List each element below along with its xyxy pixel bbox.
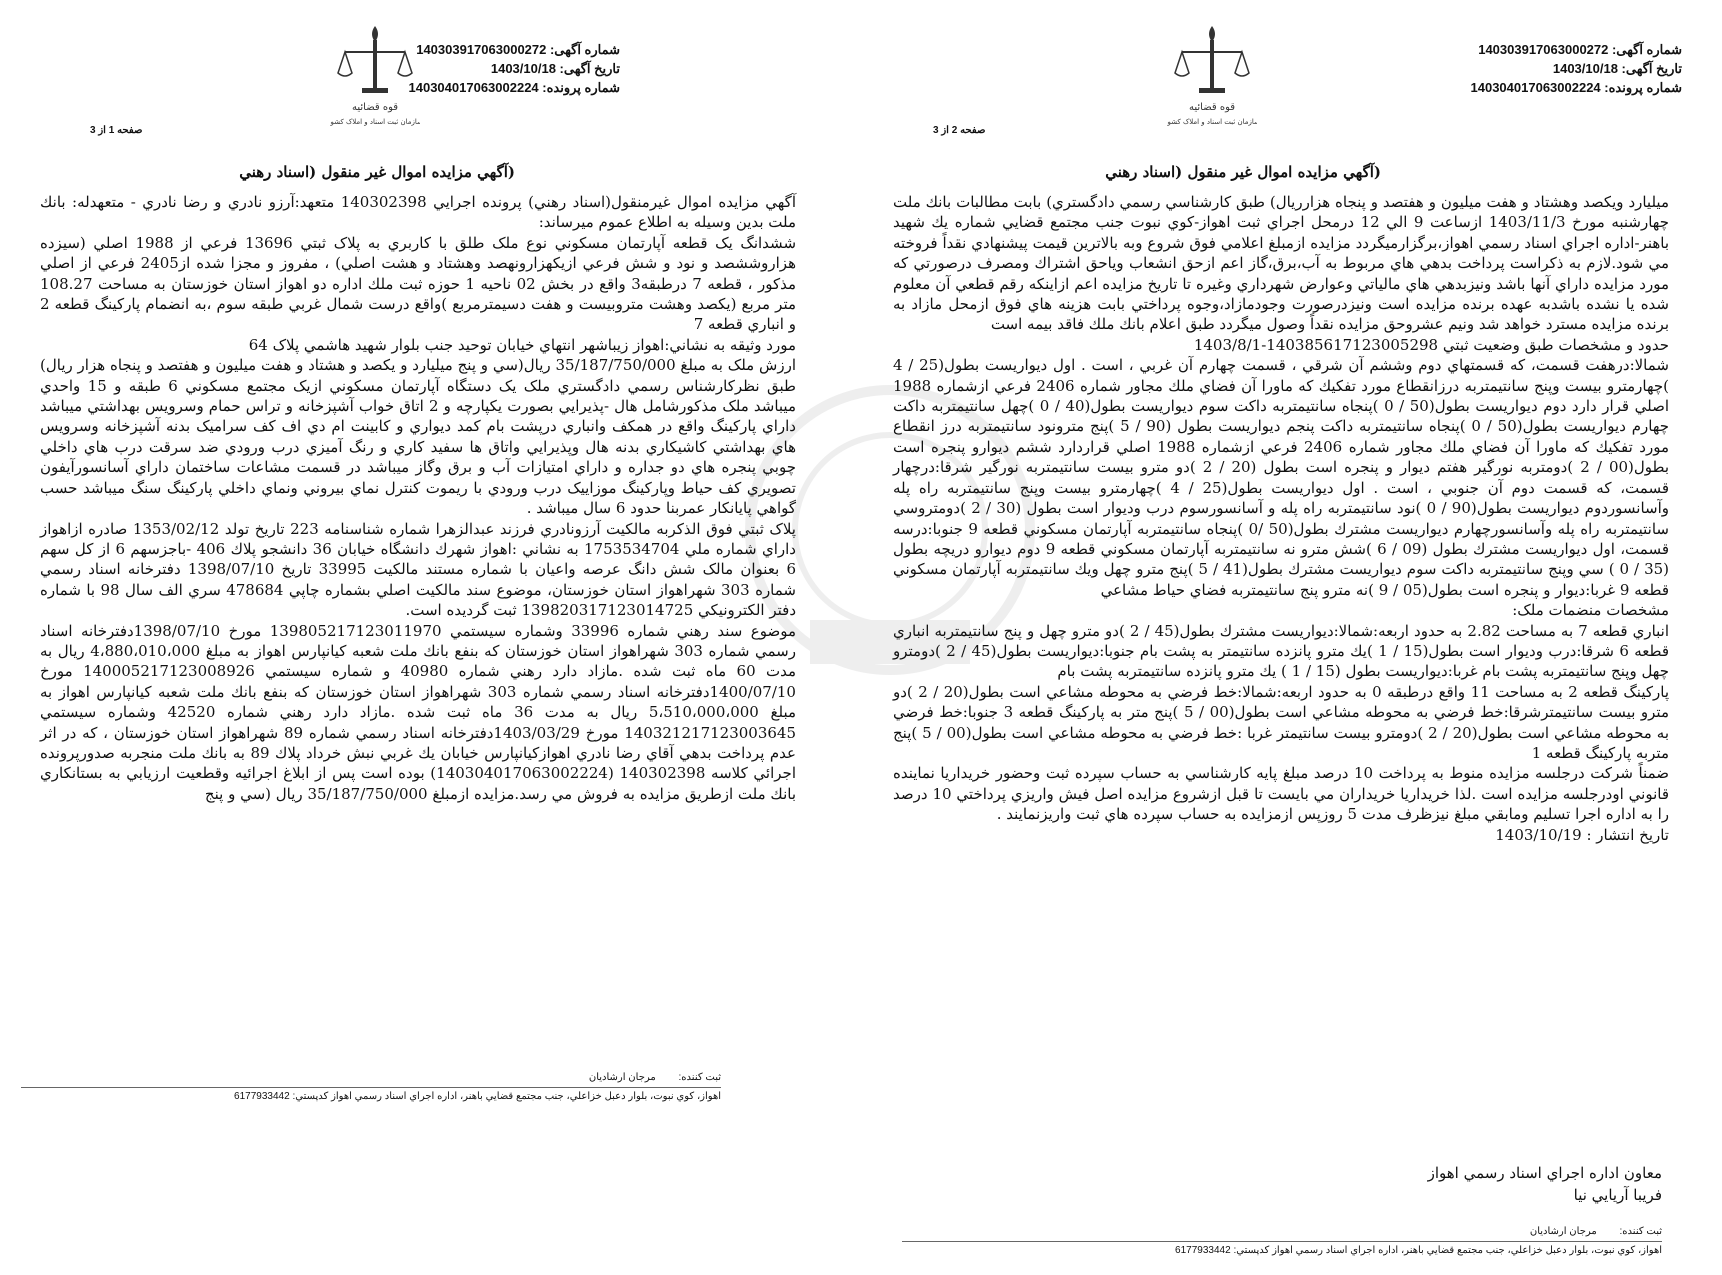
paragraph: ضمناً شركت درجلسه مزايده منوط به پرداخت 10 درصد مبلغ پايه كارشناسي به حساب سپرده ثبت وحضور خريداريا نماينده قانوني اودرجلسه مزايده است .لذا خريداريا خريداران مي بايست تا قبل ازشروع مزايده اصل فيش واريزي پرداختي 10 درصد را به اداره اجرا تسليم ومابقي مبلغ نيزظرف مدت 5 روزپس ازمزايده به حساب سپرده هاي ثبت واريزنمايند . [893,764,1669,824]
case-number: شماره پرونده: 140304017063002224 [1470,80,1682,95]
page-number: صفحه 2 از 3 [933,125,986,136]
paragraph: حدود و مشخصات طبق وضعيت ثبتي 140385617123005298-1403/8/1 [1193,335,1669,354]
page-number: صفحه 1 از 3 [90,125,143,136]
paragraph: مشخصات منضمات ملک: [1512,601,1669,620]
emblem-text: قوه قضائیه [1188,102,1236,113]
signature-block [1428,1162,1662,1206]
notice-title: (آگهي مزايده اموال غير منقول (اسناد رهني [1105,163,1381,181]
notice-title: (آگهي مزايده اموال غير منقول (اسناد رهني [239,163,515,181]
notice-header [1471,40,1682,97]
emblem-text: قوه قضائیه [351,102,399,113]
notice-date: تاریخ آگهی: 1403/10/18 [490,61,620,76]
notice-page-2 [861,0,1722,1275]
emblem-subtext: سازمان ثبت اسناد و املاک کشور [330,118,420,126]
registrar-label: ثبت كننده: [678,1072,721,1083]
registrar-name: مرجان ارشاديان [1529,1226,1597,1237]
registrar-label: ثبت كننده: [1619,1226,1662,1237]
notice-header [409,40,620,97]
registrar-name: مرجان ارشاديان [588,1072,656,1083]
page-footer [902,1226,1662,1256]
judiciary-emblem-icon [1167,18,1257,128]
paragraph: پلاک ثبتي فوق الذکربه مالکيت آرزونادري فرزند عبدالزهرا شماره شناسنامه 223 تاريخ تولد 1353/02/12 صادره ازاهواز داراي شماره ملي 1753534704 به نشاني :اهواز شهرك دانشگاه خيابان 36 دانشجو پلاك 406 -باجزسهم 6 از كل سهم 6 بعنوان مالک شش دانگ عرصه واعيان با شماره مستند مالکيت 33995 تاريخ 1398/07/10 دفترخانه اسناد رسمي شماره 303 شهراهواز استان خوزستان، موضوع سند مالکيت اصلي بشماره چاپي 478684 سري الف سال 98 با شماره دفتر الکترونيکي 139820317123014725 ثبت گرديده است. [40,519,797,620]
notice-body [40,192,796,804]
notice-body [893,192,1669,845]
signatory-title: معاون اداره اجراي اسناد رسمي اهواز [1427,1164,1662,1182]
paragraph: مورد وثيقه به نشاني:اهواز زيباشهر انتهاي خيابان توحيد جنب بلوار شهيد هاشمي پلاک 64 [248,335,796,354]
notice-number: شماره آگهی: 140303917063000272 [416,42,620,57]
footer-address: اهواز، كوي نبوت، بلوار دعبل خزاعلي، جنب مجتمع قضايي باهنر، اداره اجراي اسناد رسمي اهواز كدپستي: 6177933442 [21,1087,721,1102]
paragraph: آگهي مزايده اموال غيرمنقول(اسناد رهني) پرونده اجرايي 140302398 متعهد:آرزو نادري و رضا نادري - متعهدله: بانك ملت بدين وسيله به اطلاع عموم ميرساند: [40,193,796,232]
paragraph: پاركينگ قطعه 2 به مساحت 11 واقع درطبقه 0 به حدود اربعه:شمالا:خط فرضي به محوطه مشاعي است بطول(20 / 2 )دو مترو بيست سانتيمترشرقا:خط فرضي به محوطه مشاعي است بطول(00 / 5 )پنج متر به پاركينگ قطعه 3 جنوبا:خط فرضي به محوطه مشاعي است بطول(20 / 2 )دومترو بيست سانتيمتر غربا :خط فرضي به محوطه مشاعي است بطول(00 / 5 )پنج متربه پاركينگ قطعه 1 [893,682,1669,762]
judiciary-emblem-icon [330,18,420,128]
paragraph: ششدانگ يک قطعه آپارتمان مسکوني نوع ملک طلق با کاربري به پلاک ثبتي 13696 فرعي از 1988 اصلي (سيزده هزاروششصد و نود و شش فرعي ازيکهزارونهصد وهشتاد و هشت اصلي) ، مفروز و مجزا شده از2405 فرعي از اصلي مذكور ، قطعه 7 درطبقه3 واقع در بخش 02 ناحيه 1 حوزه ثبت ملك اداره دو اهواز استان خوزستان به مساحت 108.27 متر مربع (يکصد وهشت متروبيست و هفت دسيمترمربع )واقع درست شمال غربي طبقه سوم ،به انضمام پارکينگ قطعه 2 و انباري قطعه 7 [40,233,797,334]
emblem-subtext: سازمان ثبت اسناد و املاک کشور [1167,118,1257,126]
footer-address: اهواز، كوي نبوت، بلوار دعبل خزاعلي، جنب مجتمع قضايي باهنر، اداره اجراي اسناد رسمي اهواز كدپستي: 6177933442 [902,1241,1662,1256]
signatory-name: فريبا آريايي نيا [1573,1186,1662,1204]
paragraph: ميليارد ويكصد وهشتاد و هفت ميليون و هفتصد و پنجاه هزارريال) طبق كارشناسي رسمي دادگستري) بابت مطالبات بانك ملت چهارشنبه مورخ 1403/11/3 ازساعت 9 الي 12 درمحل اجراي ثبت اهواز-كوي نبوت جنب مجتمع قضايي شماره يك شهيد باهنر-اداره اجراي اسناد رسمي اهواز،برگزارميگردد مزايده ازمبلغ اعلامي فوق شروع وبه بالاترين قيمت پيشنهادي نقداً فروخته مي شود.لازم به ذكراست پرداخت بدهي هاي مربوط به آب،برق،گاز اعم ازحق انشعاب وياحق اشتراك ومصرف درصورتي كه مورد مزايده داراي آنها باشد ونيزبدهي هاي مالياتي وعوارض شهرداري وغيره تا تاريخ مزايده اعم ازاينكه رقم قطعي آن معلوم شده يا نشده باشدبه عهده برنده مزايده است ونيزدرصورت وجودمازاد،وجوه پرداختي بابت هزينه هاي فوق ازمحل مازاد به برنده مزايده مسترد خواهد شد ونيم عشروحق مزايده نقداً وصول ميگردد طبق اعلام بانك ملك فاقد بيمه است [893,193,1669,334]
paragraph: انباري قطعه 7 به مساحت 2.82 به حدود اربعه:شمالا:ديواريست مشترك بطول(45 / 2 )دو مترو چهل و پنج سانتيمتربه انباري قطعه 6 شرقا:درب وديوار است بطول(15 / 1 )يك مترو پانزده سانتيمتر به پشت بام جنوبا:ديواريست بطول(45 / 2 )دومترو چهل وپنج سانتيمتربه پشت بام غربا:ديواريست بطول (15 / 1 ) يك مترو پانزده سانتيمتربه پشت بام [893,621,1670,681]
notice-date: تاریخ آگهی: 1403/10/18 [1552,61,1682,76]
page-footer [21,1072,721,1102]
paragraph: شمالا:درهفت قسمت، كه قسمتهاي دوم وششم آن شرقي ، قسمت چهارم آن غربي ، است . اول ديواريست بطول(25 / 4 )چهارمترو بيست وپنج سانتيمتربه درزانقطاع مورد تفكيك كه ماورا آن فضاي ملك مجاور شماره 2406 فرعي ازشماره 1988 اصلي قرار دارد دوم ديواريست بطول(50 / 0 )پنجاه سانتيمتربه داكت سوم ديواريست بطول(40 / 0 )چهل سانتيمتربه داكت چهارم ديواريست بطول(50 / 0 )پنجاه سانتيمتربه داكت پنجم ديواريست بطول (90 / 5 )پنج مترونود سانتيمتربه درز انقطاع مورد تفكيك كه ماورا آن فضاي ملك مجاور شماره 2406 فرعي ازشماره 1988 اصلي قراردارد ششم ديوارو پنجره است بطول(00 / 2 )دومتربه نورگير هفتم ديوار و پنجره است بطول (20 / 2 )دو مترو بيست سانتيمتربه نورگير شرقا:درچهار قسمت، كه قسمت دوم آن جنوبي ، است . اول ديواريست بطول(25 / 4 )چهارمترو بيست وپنج سانتيمتربه راه پله وآسانسوردوم ديواريست بطول(90 / 0 )نود سانتيمتربه راه پله و آسانسورسوم درب وديوار است بطول (30 / 2 )دومتروسي سانتيمتربه راه پله وآسانسورچهارم ديواريست مشترك بطول(50 /0 )پنجاه سانتيمتربه آپارتمان مسكوني قطعه 9 جنوبا:درسه قسمت، اول ديواريست مشترك بطول (09 / 6 )شش مترو نه سانتيمتربه آپارتمان مسكوني قطعه 9 دوم ديوارو دريچه بطول (35 / 0 ) سي وپنج سانتيمتربه داكت سوم ديواريست مشترك بطول(41 / 5 )پنج مترو چهل ويك سانتيمتربه آپارتمان مسكوني قطعه 9 غربا:ديوار و پنجره است بطول(05 / 9 )نه مترو پنج سانتيمتربه فضاي حياط مشاعي [893,356,1670,599]
notice-number: شماره آگهی: 140303917063000272 [1478,42,1682,57]
paragraph: موضوع سند رهني شماره 33996 وشماره سيستمي 139805217123011970 مورخ 1398/07/10دفترخانه اسناد رسمي شماره 303 شهراهواز استان خوزستان كه بنفع بانك ملت شعبه كيانپارس اهواز به مبلغ 4،880،010،000 ريال به مدت 60 ماه ثبت شده .مازاد دارد رهني شماره 40980 و شماره سيستمي 140005217123008926 مورخ 1400/07/10دفترخانه اسناد رسمي شماره 303 شهراهواز استان خوزستان كه بنفع بانك ملت شعبه كيانپارس اهواز به مبلغ 5،510،000،000 ريال به مدت 36 ماه ثبت شده .مازاد دارد رهني شماره 42520 وشماره سيستمي 140321217123003645 مورخ 1403/03/29دفترخانه اسناد رسمي شماره 89 شهراهواز استان خوزستان ، كه در اثر عدم پرداخت بدهي آقاي رضا نادري اهوازكيانپارس خيابان يك غربي نبش خرداد پلاك 89 به بانك ملت منجربه صدورپرونده اجرائي كلاسه 140302398 (140304017063002224) بوده است پس از ابلاغ اجرائيه وقطعيت ارزيابي به بستانكاري بانك ملت ازطريق مزايده به فروش مي رسد.مزايده ازمبلغ 35/187/750/000 ريال (سي و پنج [40,621,797,803]
paragraph: ارزش ملک به مبلغ 35/187/750/000 ريال(سي و پنج ميليارد و يکصد و هشتاد و هفت ميليون و هفتصد و پنجاه هزار ريال) طبق نظركارشناس رسمي دادگستري ملک يک دستگاه آپارتمان مسکوني ازيک مجتمع مسکوني 6 طبقه و 15 واحدي ميباشد ملک مذکورشامل هال -پذيرايي بصورت يکپارچه و 2 اتاق خواب آشپزخانه و تراس حمام وسرويس بهداشتي ميباشد داراي پارکينگ واقع در همکف وانباري درپشت بام کمد ديواري و کابينت ام دي اف کف سراميک بدنه آشپزخانه وسرويس هاي بهداشتي کاشيکاري بدنه هال وپذيرايي واتاق ها سفيد کاري و رنگ آميزي درب ورودي ضد سرقت درب هاي داخلي چوبي پنجره هاي دو جداره و داراي امتيازات آب و برق وگاز ميباشد در قسمت مشاعات ساختمان داراي آسانسورآيفون تصويري کف حياط وپارکينگ موزاييک درب ورودي با ريموت کنترل نماي بيروني ونماي داخلي پارکينگ سنگ ميباشد حسب گواهي پايانکار عمربنا حدود 6 سال ميباشد . [40,356,796,518]
case-number: شماره پرونده: 140304017063002224 [408,80,620,95]
publish-date: تاريخ انتشار : 1403/10/19 [1495,825,1669,844]
